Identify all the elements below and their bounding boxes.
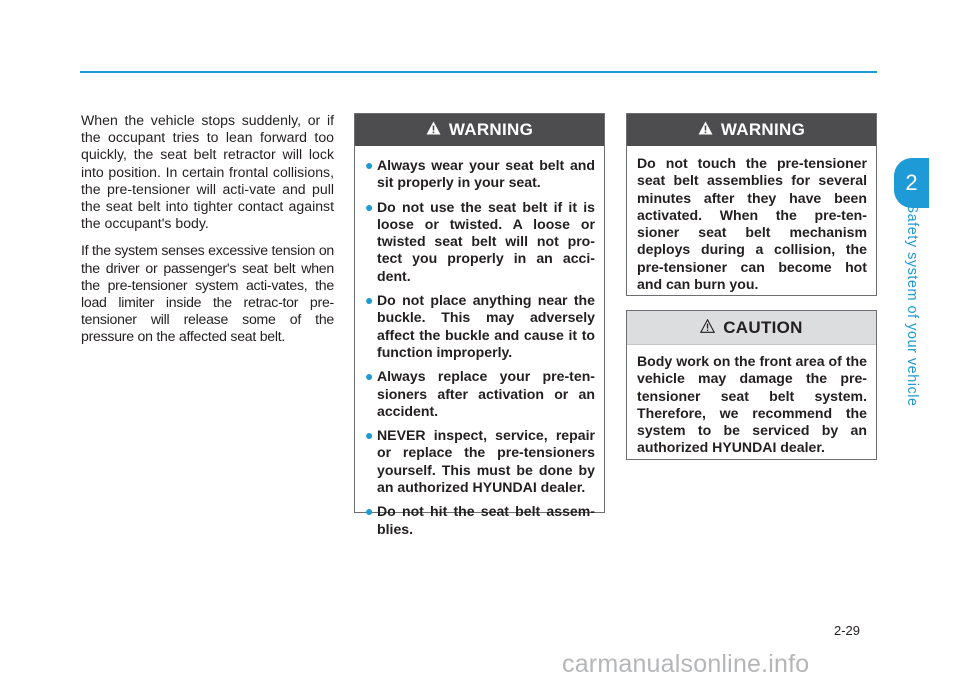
list-item [365, 503, 595, 538]
page-number: 2-29 [834, 623, 861, 638]
body-text-column [81, 112, 334, 356]
list-item [365, 199, 595, 285]
warning-header-label: WARNING [720, 120, 806, 139]
caution-box-body-work [626, 310, 877, 460]
warning-box-body [355, 146, 604, 553]
header-rule [80, 71, 877, 73]
warning-list [365, 157, 595, 538]
paragraph-retractor: When the vehicle stops suddenly, or if the occupant tries to lean forward too quickly, the seat belt retractor will lock into position. In certain frontal collisions, the pre-tensioner will acti-vate and pull the seat belt into tighter contact against the occupant's body. [81, 112, 334, 232]
caution-box-body: Body work on the front area of the vehicle may damage the pre-tensioner seat belt system. Therefore, we recommend the system to be serviced by an authorized HYUNDAI dealer. [637, 353, 867, 456]
bullet-dot: ● [365, 427, 374, 444]
warning-box-body: Do not touch the pre-tensioner seat belt assemblies for several minutes after they have been activated. When the pre-ten-sioner seat belt mechanism deploys during a collision, the pre-tensioner can become hot and can burn you. [637, 155, 867, 293]
list-item [365, 427, 595, 496]
watermark: carmanualsonline.info [562, 650, 810, 678]
warning-box-pre-tensioner-heat [626, 113, 877, 296]
list-item-text: Do not hit the seat belt assem-blies. [377, 503, 595, 537]
bullet-dot: ● [365, 292, 374, 309]
caution-triangle-icon [700, 318, 715, 338]
bullet-dot: ● [365, 198, 374, 215]
bullet-dot: ● [365, 503, 374, 520]
list-item-text: Do not place anything near the buckle. This may adversely affect the buckle and cause it to function improperly. [377, 292, 595, 360]
warning-triangle-icon [426, 120, 441, 140]
warning-header-label: WARNING [448, 120, 534, 139]
caution-header [627, 311, 876, 345]
chapter-tab: 2 [894, 158, 929, 208]
paragraph-load-limiter: If the system senses excessive tension on the driver or passenger's seat belt when the pre-tensioner system acti-vates, the load limiter inside the retrac-tor pre-tensioner will release some of the pressure on the affected seat belt. [81, 242, 334, 345]
chapter-title: Safety system of your vehicle [904, 203, 920, 407]
bullet-dot: ● [365, 157, 374, 173]
warning-header [627, 114, 876, 146]
list-item-text: NEVER inspect, service, repair or replace the pre-tensioners yourself. This must be done by an authorized HYUNDAI dealer. [377, 427, 595, 496]
list-item [365, 157, 595, 192]
caution-header-label: CAUTION [723, 317, 803, 337]
list-item [365, 368, 595, 420]
warning-triangle-icon [698, 120, 713, 140]
warning-header [355, 114, 604, 146]
list-item-text: Always replace your pre-ten-sioners after activation or an accident. [377, 368, 595, 419]
bullet-dot: ● [365, 368, 374, 385]
list-item [365, 292, 595, 361]
list-item-text: Do not use the seat belt if it is loose or twisted. A loose or twisted seat belt will not pro-tect you properly in an acci-dent. [377, 198, 595, 284]
warning-box-seat-belt [354, 113, 605, 537]
list-item-text: Always wear your seat belt and sit properly in your seat. [377, 157, 595, 191]
